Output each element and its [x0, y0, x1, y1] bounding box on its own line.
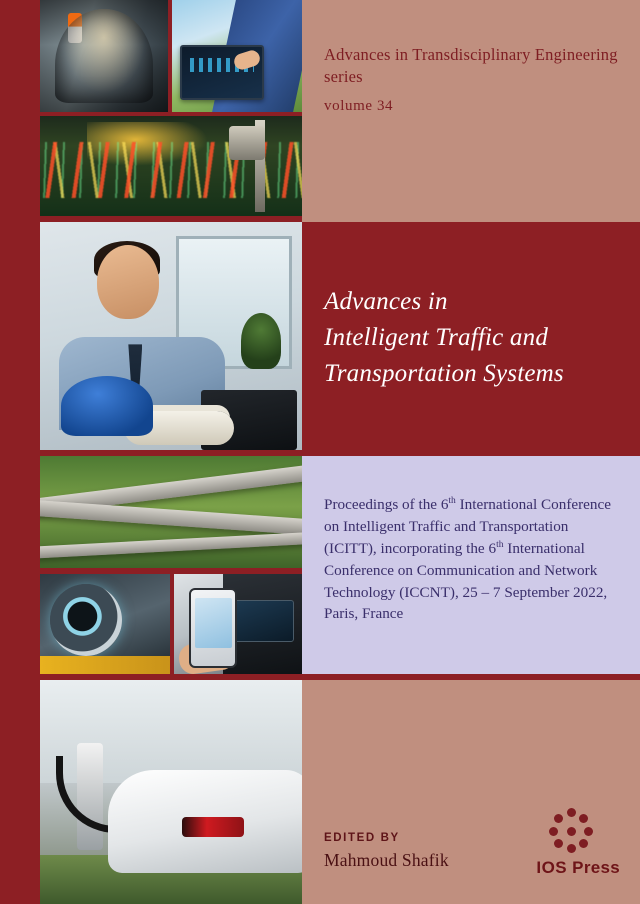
cover-spine-strip [0, 0, 40, 904]
publisher-name [536, 858, 620, 878]
highway-interchange-photo [40, 456, 302, 568]
smartphone-shape [189, 588, 237, 668]
proceedings-block [302, 456, 640, 674]
traffic-long-exposure-photo [40, 116, 302, 216]
proceedings-description [324, 494, 622, 625]
road-ramp-shape [40, 530, 302, 559]
car-taillight-shape [182, 817, 244, 837]
yellow-band-shape [40, 656, 170, 674]
credit-block [302, 680, 640, 904]
publisher-name-bold: IOS [536, 858, 568, 877]
volume-label: volume 34 [324, 98, 394, 114]
office-plant-shape [241, 313, 281, 369]
proceedings-segment-3: International Conference on Communication and Network Technology (ICCNT), 25 – 7 September 2022, Paris, France [324, 539, 608, 623]
traffic-camera-pole-shape [255, 120, 265, 212]
book-title-line-2: Intelligent Traffic and [324, 324, 549, 351]
book-title-line-1: Advances in [324, 288, 448, 315]
book-title [324, 284, 626, 392]
publisher-name-rest: Press [567, 858, 620, 877]
series-block [302, 0, 640, 222]
head-shape [97, 245, 159, 319]
engineer-with-laptop-photo [40, 222, 302, 450]
ios-press-dot-flower-logo-icon [548, 808, 594, 854]
proceedings-ordinal-1: th [448, 495, 456, 506]
ev-charging-photo [40, 680, 302, 904]
jet-engine-photo [40, 574, 170, 674]
proceedings-segment-1: Proceedings of the 6 [324, 496, 449, 513]
tunnel-inspection-photo [40, 0, 168, 112]
tunnel-worker-figure [68, 13, 82, 43]
turbine-ring-shape [50, 584, 122, 656]
edited-by-label: EDITED BY [324, 832, 400, 844]
title-block [302, 222, 640, 450]
road-ramp-shape [40, 498, 302, 537]
series-name: Advances in Transdisciplinary Engineering series [324, 45, 618, 87]
smartphone-car-dashboard-photo [174, 574, 302, 674]
book-title-line-3: Transportation Systems [324, 360, 564, 387]
cover-photo-column [40, 0, 302, 904]
publisher-logo [516, 808, 620, 878]
tablet-analytics-photo [172, 0, 302, 112]
blue-hard-hat-shape [61, 376, 153, 436]
editor-name: Mahmoud Shafik [324, 850, 449, 870]
proceedings-ordinal-2: th [496, 539, 504, 550]
proceedings-segment-2: International Conference on Intelligent Traffic and Transportation (ICITT), incorporating the 6 [324, 496, 611, 557]
dashboard-screen-shape [231, 600, 294, 642]
